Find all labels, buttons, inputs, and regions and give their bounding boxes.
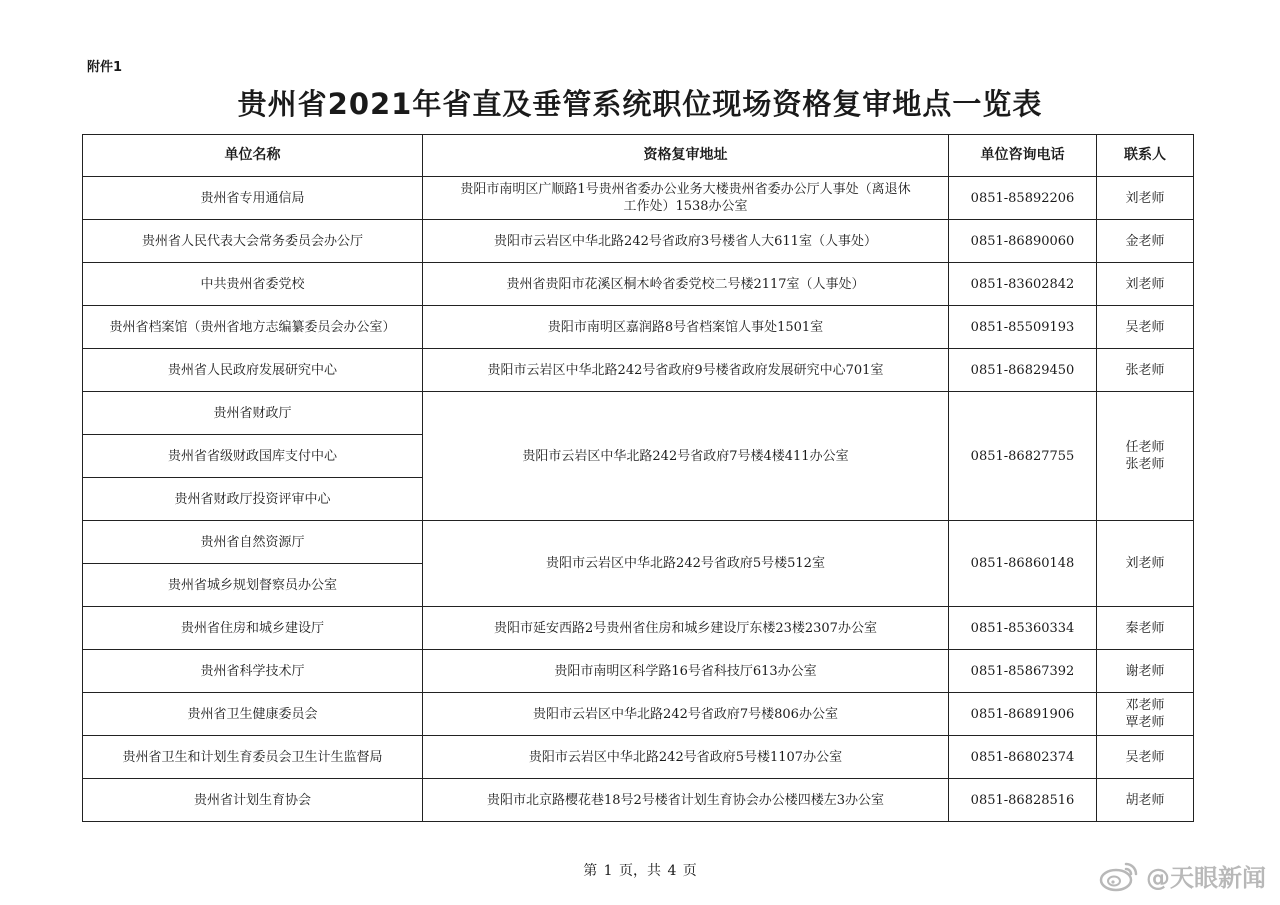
phone-cell: 0851-86802374 bbox=[949, 736, 1097, 779]
phone-cell: 0851-86891906 bbox=[949, 693, 1097, 736]
table-header-row bbox=[83, 135, 1194, 177]
contact-cell: 吴老师 bbox=[1097, 306, 1194, 349]
review-location-table bbox=[82, 134, 1194, 822]
unit-cell: 贵州省卫生和计划生育委员会卫生计生监督局 bbox=[83, 736, 423, 779]
table-row bbox=[83, 349, 1194, 392]
phone-cell: 0851-86890060 bbox=[949, 220, 1097, 263]
unit-cell: 贵州省档案馆（贵州省地方志编纂委员会办公室） bbox=[83, 306, 423, 349]
phone-cell: 0851-85509193 bbox=[949, 306, 1097, 349]
address-cell: 贵阳市南明区科学路16号省科技厅613办公室 bbox=[423, 650, 949, 693]
phone-cell: 0851-85892206 bbox=[949, 177, 1097, 220]
header-phone: 单位咨询电话 bbox=[949, 135, 1097, 177]
table-row bbox=[83, 736, 1194, 779]
table-row bbox=[83, 306, 1194, 349]
unit-cell: 贵州省住房和城乡建设厅 bbox=[83, 607, 423, 650]
table-row bbox=[83, 779, 1194, 822]
header-address: 资格复审地址 bbox=[423, 135, 949, 177]
table-row bbox=[83, 607, 1194, 650]
table-row bbox=[83, 177, 1194, 220]
phone-cell: 0851-86829450 bbox=[949, 349, 1097, 392]
document-title: 贵州省2021年省直及垂管系统职位现场资格复审地点一览表 bbox=[237, 87, 1043, 121]
unit-cell: 贵州省财政厅 bbox=[83, 392, 423, 435]
contact-cell bbox=[1097, 693, 1194, 736]
contact-cell: 刘老师 bbox=[1097, 521, 1194, 607]
unit-cell: 贵州省专用通信局 bbox=[83, 177, 423, 220]
contact-cell: 金老师 bbox=[1097, 220, 1194, 263]
unit-cell: 贵州省人民代表大会常务委员会办公厅 bbox=[83, 220, 423, 263]
watermark bbox=[1098, 858, 1266, 893]
unit-cell: 贵州省计划生育协会 bbox=[83, 779, 423, 822]
phone-cell: 0851-86827755 bbox=[949, 392, 1097, 521]
unit-cell: 贵州省卫生健康委员会 bbox=[83, 693, 423, 736]
table-row bbox=[83, 693, 1194, 736]
contact-cell: 刘老师 bbox=[1097, 263, 1194, 306]
header-unit: 单位名称 bbox=[83, 135, 423, 177]
address-line: 贵阳市南明区广顺路1号贵州省委办公业务大楼贵州省委办公厅人事处（离退休 bbox=[460, 182, 911, 197]
contact-name: 任老师 bbox=[1125, 440, 1165, 455]
unit-cell: 贵州省科学技术厅 bbox=[83, 650, 423, 693]
contact-cell: 张老师 bbox=[1097, 349, 1194, 392]
table-row bbox=[83, 263, 1194, 306]
contact-name: 覃老师 bbox=[1125, 715, 1165, 730]
table-row bbox=[83, 650, 1194, 693]
unit-cell: 贵州省自然资源厅 bbox=[83, 521, 423, 564]
unit-cell: 贵州省省级财政国库支付中心 bbox=[83, 435, 423, 478]
contact-cell: 秦老师 bbox=[1097, 607, 1194, 650]
table-row bbox=[83, 392, 1194, 435]
address-cell: 贵阳市云岩区中华北路242号省政府3号楼省人大611室（人事处） bbox=[423, 220, 949, 263]
address-cell: 贵阳市云岩区中华北路242号省政府7号楼4楼411办公室 bbox=[423, 392, 949, 521]
address-cell: 贵阳市云岩区中华北路242号省政府5号楼512室 bbox=[423, 521, 949, 607]
address-cell bbox=[423, 177, 949, 220]
watermark-text: @天眼新闻 bbox=[1146, 864, 1266, 892]
header-contact: 联系人 bbox=[1097, 135, 1194, 177]
contact-cell: 刘老师 bbox=[1097, 177, 1194, 220]
phone-cell: 0851-86828516 bbox=[949, 779, 1097, 822]
address-cell: 贵阳市云岩区中华北路242号省政府9号楼省政府发展研究中心701室 bbox=[423, 349, 949, 392]
phone-cell: 0851-83602842 bbox=[949, 263, 1097, 306]
address-cell: 贵阳市南明区嘉润路8号省档案馆人事处1501室 bbox=[423, 306, 949, 349]
address-line: 工作处）1538办公室 bbox=[623, 199, 748, 214]
unit-cell: 中共贵州省委党校 bbox=[83, 263, 423, 306]
contact-name: 邓老师 bbox=[1125, 698, 1165, 713]
address-cell: 贵阳市北京路樱花巷18号2号楼省计划生育协会办公楼四楼左3办公室 bbox=[423, 779, 949, 822]
phone-cell: 0851-85360334 bbox=[949, 607, 1097, 650]
contact-cell: 胡老师 bbox=[1097, 779, 1194, 822]
table-row bbox=[83, 220, 1194, 263]
address-cell: 贵州省贵阳市花溪区桐木岭省委党校二号楼2117室（人事处） bbox=[423, 263, 949, 306]
unit-cell: 贵州省人民政府发展研究中心 bbox=[83, 349, 423, 392]
contact-cell: 吴老师 bbox=[1097, 736, 1194, 779]
weibo-icon bbox=[1098, 859, 1140, 893]
page-number: 第 1 页，共 4 页 bbox=[583, 863, 697, 879]
contact-cell: 谢老师 bbox=[1097, 650, 1194, 693]
phone-cell: 0851-86860148 bbox=[949, 521, 1097, 607]
table-row bbox=[83, 521, 1194, 564]
address-cell: 贵阳市云岩区中华北路242号省政府5号楼1107办公室 bbox=[423, 736, 949, 779]
address-cell: 贵阳市云岩区中华北路242号省政府7号楼806办公室 bbox=[423, 693, 949, 736]
address-cell: 贵阳市延安西路2号贵州省住房和城乡建设厅东楼23楼2307办公室 bbox=[423, 607, 949, 650]
contact-name: 张老师 bbox=[1125, 457, 1165, 472]
unit-cell: 贵州省财政厅投资评审中心 bbox=[83, 478, 423, 521]
phone-cell: 0851-85867392 bbox=[949, 650, 1097, 693]
contact-cell bbox=[1097, 392, 1194, 521]
unit-cell: 贵州省城乡规划督察员办公室 bbox=[83, 564, 423, 607]
attachment-label: 附件1 bbox=[87, 60, 123, 75]
